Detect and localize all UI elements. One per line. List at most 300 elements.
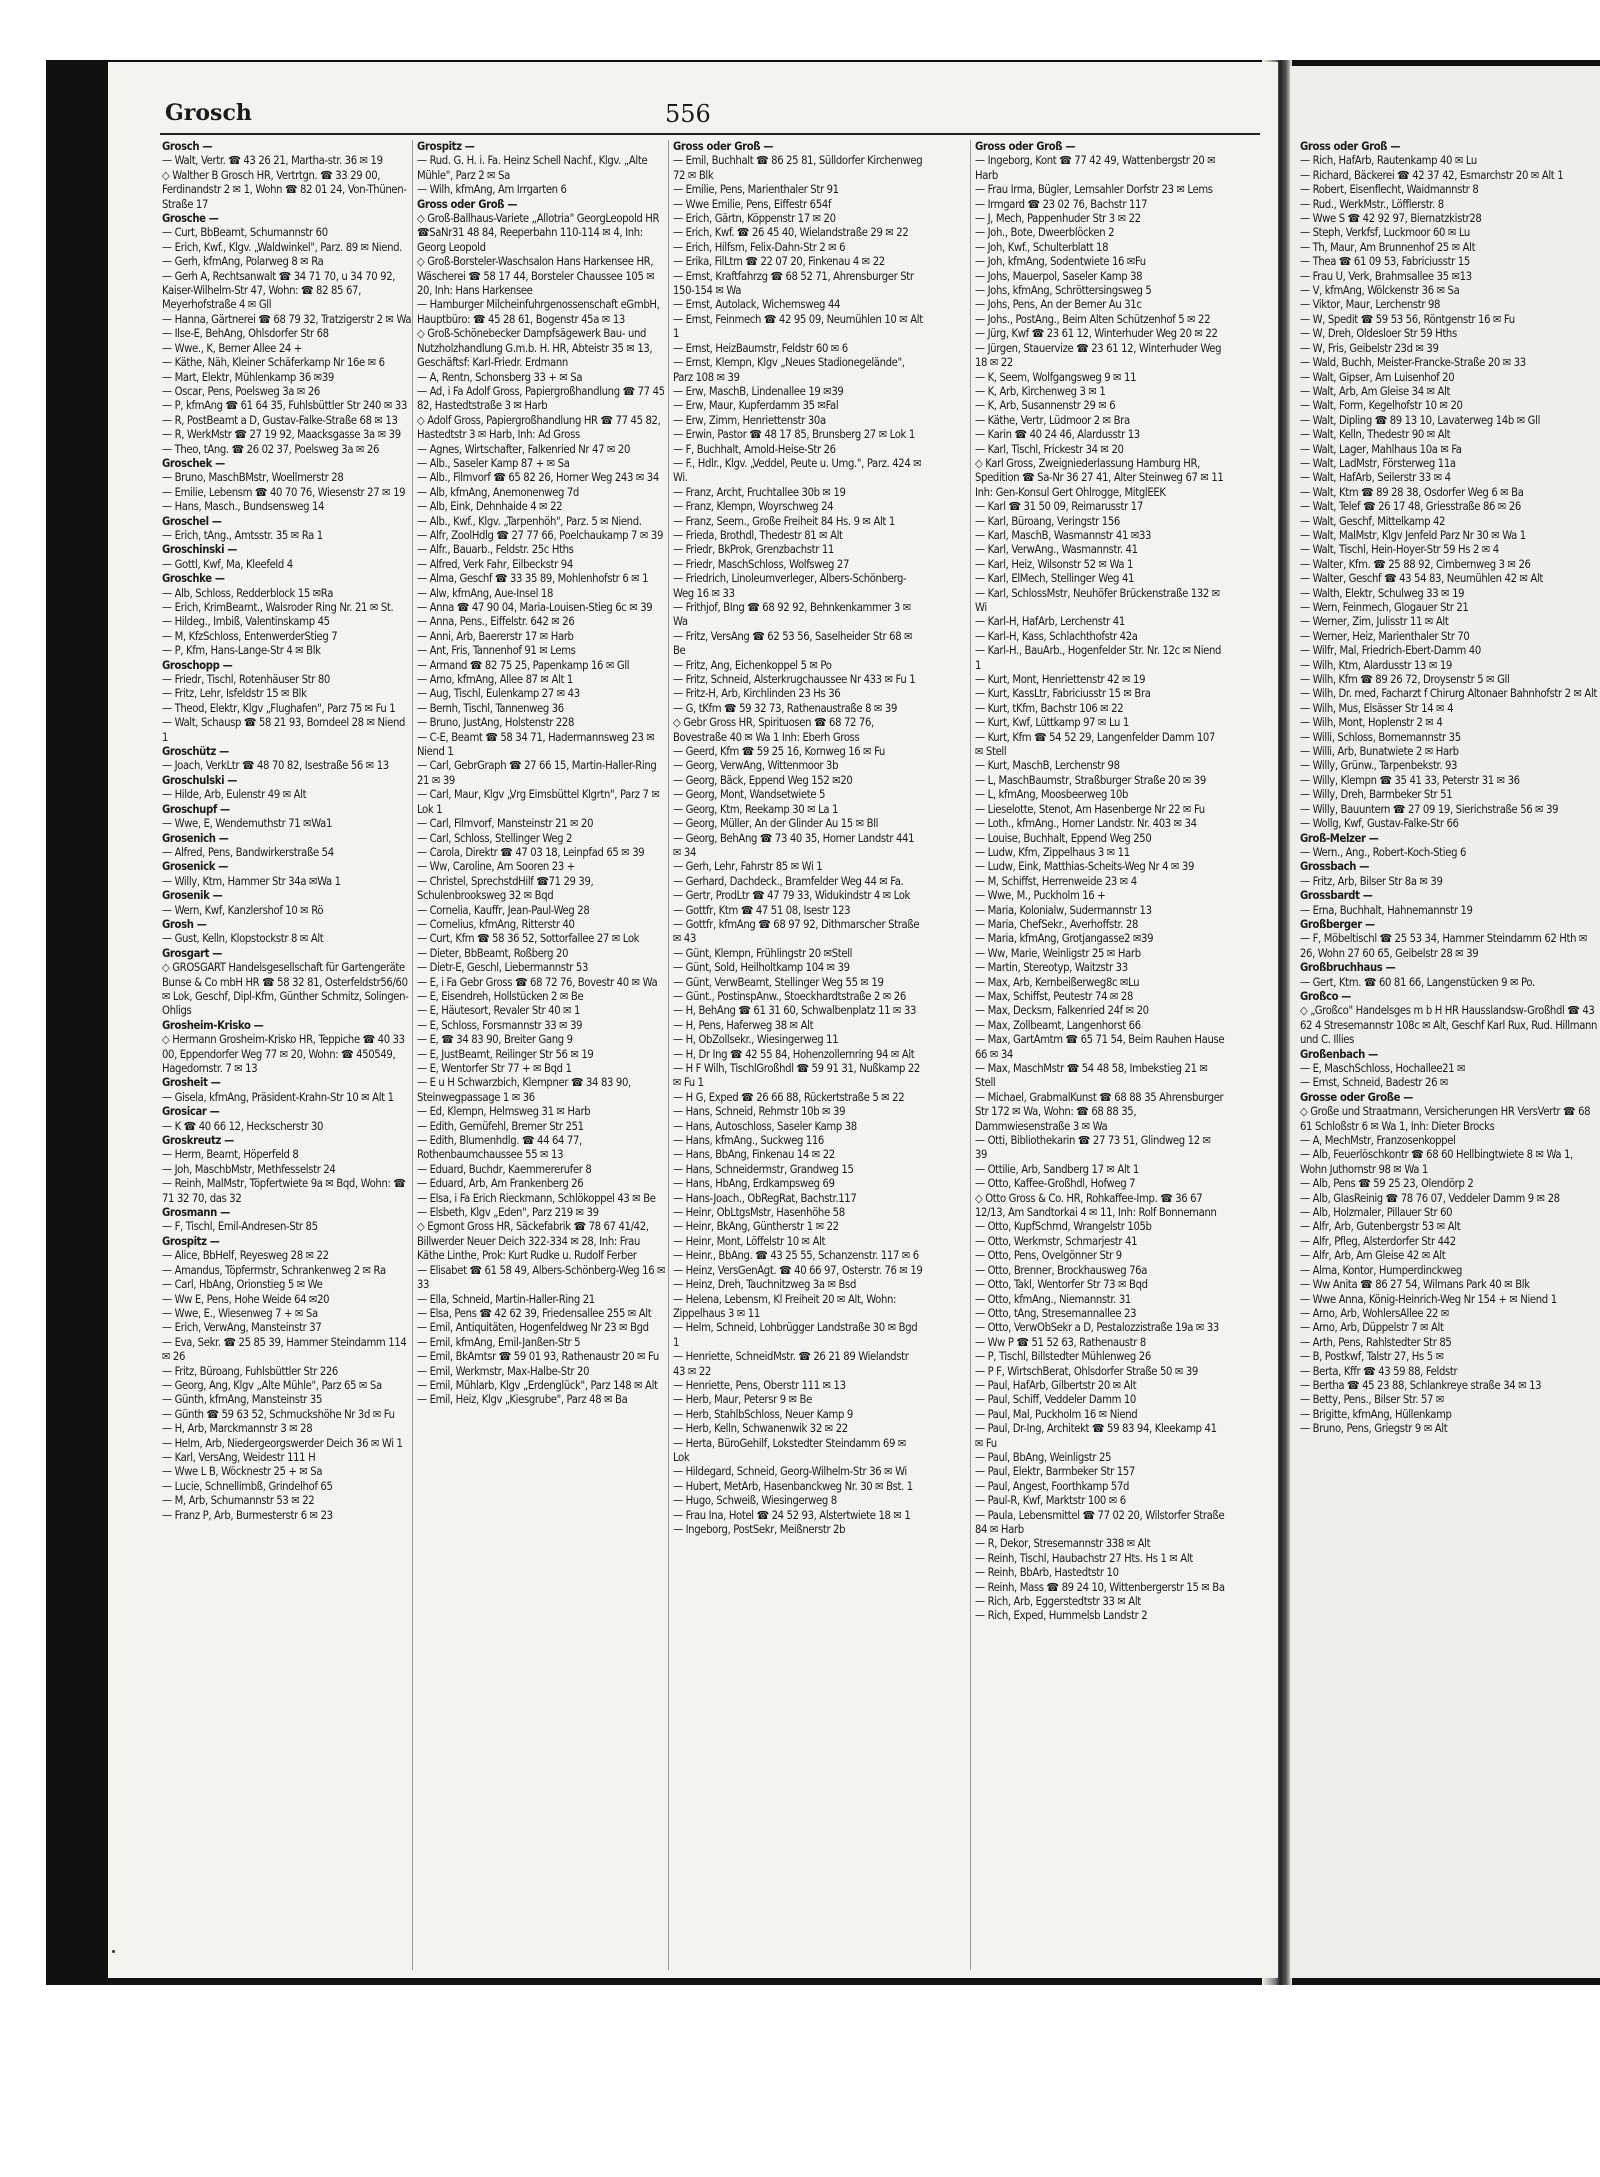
- directory-entry: — E, Häutesort, Revaler Str 40 ✉ 1: [417, 1004, 581, 1018]
- directory-entry: Grossbardt —: [1300, 889, 1373, 903]
- directory-entry: — Max, GartAmtm ☎ 65 71 54, Beim Rauhen Hause 66 ✉ 34: [975, 1033, 1225, 1061]
- directory-column-2: [417, 140, 667, 1970]
- directory-entry: Grossbach —: [1300, 860, 1369, 874]
- directory-entry: — Hildegard, Schneid, Georg-Wilhelm-Str 36 ✉ Wi: [673, 1465, 907, 1479]
- column-divider: [970, 140, 971, 1970]
- directory-entry: — Henriette, SchneidMstr. ☎ 26 21 89 Wielandstr 43 ✉ 22: [673, 1350, 909, 1378]
- directory-entry: — Theod, Elektr, Klgv „Flughafen", Parz 75 ✉ Fu 1: [162, 701, 396, 715]
- directory-entry: — Erich, KrimBeamt., Walsroder Ring Nr. 21 ✉ St.: [162, 601, 394, 614]
- directory-entry: — Walt, Gipser, Am Luisenhof 20: [1300, 370, 1455, 384]
- directory-entry: — R, PostBeamt a D, Gustav-Falke-Straße 68 ✉ 13: [162, 413, 398, 427]
- directory-entry: — Willy, Dreh, Barmbeker Str 51: [1300, 788, 1453, 802]
- directory-entry: — W, Spedit ☎ 59 53 56, Röntgenstr 16 ✉ Fu: [1300, 312, 1515, 326]
- directory-entry: — Paula, Lebensmittel ☎ 77 02 20, Wilstorfer Straße 84 ✉ Harb: [975, 1508, 1225, 1536]
- directory-entry: — Karl-H, HafArb, Lerchenstr 41: [975, 615, 1125, 629]
- directory-entry: — Th, Maur, Am Brunnenhof 25 ✉ Alt: [1300, 240, 1476, 254]
- directory-entry: — Berta, Kffr ☎ 43 59 88, Feldstr: [1300, 1364, 1458, 1378]
- directory-entry: — M, KfzSchloss, EntenwerderStieg 7: [162, 629, 338, 643]
- directory-entry: — Curt, BbBeamt, Schumannstr 60: [162, 226, 328, 240]
- directory-entry: — Erich, Kwf. ☎ 26 45 40, Wielandstraße 29 ✉ 22: [673, 226, 909, 240]
- directory-entry: — Wilh, Ktm, Alardusstr 13 ✉ 19: [1300, 658, 1452, 672]
- directory-entry: — Anna ☎ 47 90 04, Maria-Louisen-Stieg 6c ✉ 39: [417, 601, 653, 614]
- directory-entry: Groskreutz —: [162, 1134, 234, 1148]
- directory-entry: — Bruno, JustAng, Holstenstr 228: [417, 716, 575, 730]
- directory-entry: — Karl, ElMech, Stellinger Weg 41: [975, 572, 1135, 586]
- directory-entry: — Gerh, Lehr, Fahrstr 85 ✉ Wi 1: [673, 860, 823, 874]
- directory-entry: — Georg, Müller, An der Glinder Au 15 ✉ Bll: [673, 817, 879, 831]
- directory-entry: — Alfr, Arb, Am Gleise 42 ✉ Alt: [1300, 1249, 1446, 1263]
- directory-entry: — Wald, Buchh, Meister-Francke-Straße 20 ✉ 33: [1300, 356, 1526, 370]
- directory-entry: — Willi, Arb, Bunatwiete 2 ✉ Harb: [1300, 745, 1459, 759]
- directory-entry: — Otto, Werkmstr, Schmarjestr 41: [975, 1234, 1138, 1248]
- directory-entry: Groschopp —: [162, 658, 233, 672]
- directory-entry: — Walt, Kelln, Thedestr 90 ✉ Alt: [1300, 428, 1451, 442]
- directory-entry: — F, Möbeltischl ☎ 25 53 34, Hammer Steindamm 62 Hth ✉ 26, Wohn 27 60 65, Geibelstr 28 ✉ 39: [1300, 932, 1588, 960]
- directory-entry: — Günt., PostinspAnw., Stoeckhardtstraße 2 ✉ 26: [673, 989, 906, 1003]
- directory-entry: — Ww E, Pens, Hohe Weide 64 ✉20: [162, 1292, 330, 1306]
- directory-entry: — K, Arb, Kirchenweg 3 ✉ 1: [975, 384, 1106, 398]
- directory-entry: — Ww Anita ☎ 86 27 54, Wilmans Park 40 ✉ Blk: [1300, 1278, 1530, 1292]
- directory-entry: — W, Fris, Geibelstr 23d ✉ 39: [1300, 341, 1439, 355]
- directory-entry: — Christel, SprechstdHilf ☎71 29 39, Schulenbrooksweg 32 ✉ Bqd: [417, 874, 594, 903]
- directory-entry: — Karl, VerwAng., Wasmannstr. 41: [975, 543, 1138, 557]
- directory-entry: — Heinz, VersGenAgt. ☎ 40 66 97, Osterstr. 76 ✉ 19: [673, 1263, 923, 1277]
- directory-entry: — Kurt, Mont, Henriettenstr 42 ✉ 19: [975, 673, 1146, 687]
- directory-entry: — Agnes, Wirtschafter, Falkenried Nr 47 ✉ 20: [417, 442, 631, 456]
- directory-entry: — Franz P, Arb, Burmesterstr 6 ✉ 23: [162, 1508, 333, 1522]
- directory-entry: — H, Pens, Haferweg 38 ✉ Alt: [673, 1018, 814, 1032]
- directory-entry: — Heinr, BkAng, Güntherstr 1 ✉ 22: [673, 1220, 839, 1234]
- directory-entry: — Kurt, MaschB, Lerchenstr 98: [975, 759, 1120, 773]
- directory-entry: ◇ Groß-Ballhaus-Variete „Allotria" GeorgLeopold HR ☎SaNr31 48 84, Reeperbahn 110-114 ✉ 4, Inh: Georg Leopold: [417, 212, 660, 254]
- directory-entry: — Thea ☎ 61 09 53, Fabriciusstr 15: [1300, 255, 1470, 269]
- directory-entry: — E, Eisendreh, Hollstücken 2 ✉ Be: [417, 989, 584, 1003]
- scan-speck: [112, 1950, 115, 1953]
- column-divider: [412, 140, 413, 1970]
- directory-entry: ◇ Egmont Gross HR, Säckefabrik ☎ 78 67 41/42, Billwerder Neuer Deich 322-334 ✉ 28, Inh: Frau Käthe Linthe, Prok: Kurt Rudke u. Rudolf Ferber: [417, 1220, 649, 1263]
- directory-entry: — H, BehAng ☎ 61 31 60, Schwalbenplatz 11 ✉ 33: [673, 1004, 917, 1018]
- directory-entry: — Franz, Archt, Fruchtallee 30b ✉ 19: [673, 485, 846, 499]
- directory-entry: Grosche —: [162, 212, 219, 226]
- directory-entry: — Wern., Ang., Robert-Koch-Stieg 6: [1300, 845, 1467, 859]
- directory-entry: — P, Tischl, Billstedter Mühlenweg 26: [975, 1350, 1151, 1364]
- directory-entry: — Ludw, Kfm, Zippelhaus 3 ✉ 11: [975, 845, 1130, 859]
- directory-entry: — Ww, Marie, Weinligstr 25 ✉ Harb: [975, 946, 1141, 960]
- directory-entry: — Karl-H., BauArb., Hogenfelder Str. Nr. 12c ✉ Niend 1: [975, 644, 1222, 672]
- directory-entry: — Otti, Bibliothekarin ☎ 27 73 51, Glindweg 12 ✉ 39: [975, 1134, 1211, 1162]
- directory-entry: — Hans-Joach., ObRegRat, Bachstr.117: [673, 1191, 857, 1205]
- directory-entry: — Ingeborg, Kont ☎ 77 42 49, Wattenbergstr 20 ✉ Harb: [975, 154, 1216, 182]
- directory-entry: — Hans, Autoschloss, Saseler Kamp 38: [673, 1119, 857, 1133]
- directory-entry: — Paul, BbAng, Weinligstr 25: [975, 1450, 1112, 1464]
- directory-entry: — Arno, Arb, WohlersAllee 22 ✉: [1300, 1306, 1450, 1320]
- directory-entry: — Amandus, Töpfermstr, Schrankenweg 2 ✉ Ra: [162, 1263, 386, 1277]
- directory-entry: — Irmgard ☎ 23 02 76, Bachstr 117: [975, 197, 1148, 211]
- directory-entry: — Max, Schiffst, Peutestr 74 ✉ 28: [975, 989, 1134, 1003]
- directory-entry: — Günt, Sold, Heilholtkamp 104 ✉ 39: [673, 961, 850, 975]
- directory-entry: — Willy, Klempn ☎ 35 41 33, Peterstr 31 ✉ 36: [1300, 773, 1520, 787]
- directory-entry: — Ernst, Klempn, Klgv „Neues Stadionegelände", Parz 108 ✉ 39: [673, 356, 905, 384]
- directory-entry: — Wwe Anna, König-Heinrich-Weg Nr 154 + ✉ Niend 1: [1300, 1292, 1557, 1306]
- directory-entry: — Joh., Bote, Dweerblöcken 2: [975, 226, 1115, 240]
- directory-entry: — Louise, Buchhalt, Eppend Weg 250: [975, 831, 1152, 845]
- directory-entry: — Johs., PostAng., Beim Alten Schützenhof 5 ✉ 22: [975, 312, 1211, 326]
- directory-entry: — J, Mech, Pappenhuder Str 3 ✉ 22: [975, 212, 1141, 226]
- directory-entry: — Robert, Eisenflecht, Waidmannstr 8: [1300, 183, 1479, 197]
- directory-entry: — Reinh, Tischl, Haubachstr 27 Hts. Hs 1 ✉ Alt: [975, 1551, 1193, 1565]
- directory-entry: — Max, Decksm, Falkenried 24f ✉ 20: [975, 1004, 1149, 1018]
- directory-entry: — Wwe S ☎ 42 92 97, Biernatzkistr28: [1300, 212, 1482, 226]
- directory-entry: — Hans, Masch., Bundsensweg 14: [162, 500, 325, 514]
- directory-column-3: [673, 140, 923, 1970]
- directory-entry: — Joh, MaschbMstr, Methfesselstr 24: [162, 1162, 336, 1176]
- directory-entry: — Heinr, ObLtgsMstr, Hasenhöhe 58: [673, 1206, 845, 1220]
- directory-entry: — Wwe, M., Puckholm 16 +: [975, 889, 1106, 903]
- directory-entry: Grosgart —: [162, 946, 222, 960]
- directory-entry: — Günt, Klempn, Frühlingstr 20 ✉Stell: [673, 946, 853, 960]
- directory-entry: — Franz, Seem., Große Freiheit 84 Hs. 9 ✉ Alt 1: [673, 514, 895, 528]
- directory-entry: — Martin, Stereotyp, Waitzstr 33: [975, 961, 1128, 975]
- directory-entry: — Alfr, Arb, Gutenbergstr 53 ✉ Alt: [1300, 1220, 1461, 1234]
- directory-entry: — Wern, Kwf, Kanzlershof 10 ✉ Rö: [162, 903, 324, 917]
- directory-entry: — Rich, Arb, Eggerstedtstr 33 ✉ Alt: [975, 1595, 1141, 1609]
- directory-entry: — Ludw, Eink, Matthias-Scheits-Weg Nr 4 ✉ 39: [975, 860, 1195, 874]
- directory-entry: — Willy, Grünw., Tarpenbekstr. 93: [1300, 759, 1458, 773]
- directory-entry: — Ww P ☎ 51 52 63, Rathenaustr 8: [975, 1335, 1146, 1349]
- directory-entry: — Richard, Bäckerei ☎ 42 37 42, Esmarchstr 20 ✉ Alt 1: [1300, 168, 1564, 182]
- directory-entry: — Wwe L B, Wöcknestr 25 + ✉ Sa: [162, 1465, 323, 1479]
- directory-entry: — Heinr., BbAng. ☎ 43 25 55, Schanzenstr. 117 ✉ 6: [673, 1249, 919, 1263]
- directory-entry: ◇ GROSGART Handelsgesellschaft für Gartengeräte Bunse & Co mbH HR ☎ 58 32 81, Osterfeldstr56/60 ✉ Lok, Geschf, Dipl-Kfm, Günther Schmitz, Solingen-Ohligs: [162, 961, 409, 1018]
- directory-entry: — Walt, Geschf, Mittelkamp 42: [1300, 514, 1446, 528]
- directory-entry: — Wilh, kfmAng, Am Irrgarten 6: [417, 183, 567, 197]
- directory-entry: — Karl ☎ 31 50 09, Reimarusstr 17: [975, 500, 1143, 514]
- directory-entry: — Alb, Eink, Dehnhaide 4 ✉ 22: [417, 500, 563, 514]
- directory-entry: Groschel —: [162, 514, 222, 528]
- directory-entry: — Gertr, ProdLtr ☎ 47 79 33, Widukindstr 4 ✉ Lok: [673, 889, 910, 903]
- directory-entry: — Otto, Brenner, Brockhausweg 76a: [975, 1263, 1148, 1277]
- directory-entry: — Dieter, BbBeamt, Roßberg 20: [417, 946, 569, 960]
- directory-entry: — Hans, HbAng, Erdkampsweg 69: [673, 1177, 835, 1191]
- directory-entry: — Walt, Tischl, Hein-Hoyer-Str 59 Hs 2 ✉ 4: [1300, 543, 1499, 557]
- directory-column-4: [975, 140, 1225, 1970]
- directory-entry: Grospitz —: [162, 1234, 220, 1248]
- directory-entry: — Wollg, Kwf, Gustav-Falke-Str 66: [1300, 817, 1459, 831]
- directory-entry: — M, Schiffst, Herrenweide 23 ✉ 4: [975, 874, 1137, 888]
- directory-entry: — Jürg, Kwf ☎ 23 61 12, Winterhuder Weg 20 ✉ 22: [975, 327, 1218, 341]
- directory-entry: — Walt, MalMstr, Klgv Jenfeld Parz Nr 30 ✉ Wa 1: [1300, 528, 1526, 542]
- directory-entry: — Maria, kfmAng, Grotjangasse2 ✉39: [975, 932, 1154, 946]
- directory-entry: — Fritz-H, Arb, Kirchlinden 23 Hs 36: [673, 687, 841, 701]
- directory-entry: — Walt, Arb, Am Gleise 34 ✉ Alt: [1300, 384, 1451, 398]
- directory-entry: — Ingeborg, PostSekr, Meißnerstr 2b: [673, 1523, 846, 1536]
- directory-entry: — Walter, Geschf ☎ 43 54 83, Neumühlen 42 ✉ Alt: [1300, 572, 1543, 586]
- directory-entry: — Helm, Schneid, Lohbrügger Landstraße 30 ✉ Bgd 1: [673, 1321, 918, 1349]
- directory-entry: — Walt, Ktm ☎ 89 28 38, Osdorfer Weg 6 ✉ Ba: [1300, 485, 1524, 499]
- directory-entry: — Ed, Klempn, Helmsweg 31 ✉ Harb: [417, 1105, 591, 1119]
- directory-entry: — Emil, Heiz, Klgv „Kiesgrube", Parz 48 ✉ Ba: [417, 1393, 628, 1407]
- directory-entry: — B, Postkwf, Talstr 27, Hs 5 ✉: [1300, 1350, 1444, 1364]
- directory-entry: — Werner, Heiz, Marienthaler Str 70: [1300, 629, 1470, 643]
- directory-entry: — Georg, Bäck, Eppend Weg 152 ✉20: [673, 773, 853, 787]
- directory-entry: — Paul, Schiff, Veddeler Damm 10: [975, 1393, 1136, 1407]
- directory-entry: — K, Arb, Susannenstr 29 ✉ 6: [975, 399, 1116, 413]
- directory-entry: ◇ „Großco" Handelsges m b H HR Hausslandsw-Großhdl ☎ 43 62 4 Stresemannstr 108c ✉ Alt, Geschf Karl Rux, Rud. Hillmann und C. Illies: [1300, 1004, 1598, 1047]
- directory-entry: — Wwe, E, Wendemuthstr 71 ✉Wa1: [162, 817, 333, 831]
- directory-entry: — Carola, Direktr ☎ 47 03 18, Leinpfad 65 ✉ 39: [417, 845, 645, 859]
- directory-entry: — Heinz, Dreh, Tauchnitzweg 3a ✉ Bsd: [673, 1278, 856, 1292]
- directory-entry: — Kurt, KassLtr, Fabriciusstr 15 ✉ Bra: [975, 687, 1151, 701]
- directory-entry: — Alfr, ZoolHdlg ☎ 27 77 66, Poelchaukamp 7 ✉ 39: [417, 528, 663, 542]
- directory-entry: — Elisabet ☎ 61 58 49, Albers-Schönberg-Weg 16 ✉ 33: [417, 1263, 666, 1292]
- directory-entry: — Willy, Ktm, Hammer Str 34a ✉Wa 1: [162, 874, 341, 888]
- directory-entry: ◇ Adolf Gross, Papiergroßhandlung HR ☎ 77 45 82, Hastedtstr 3 ✉ Harb, Inh: Ad Gross: [417, 413, 661, 442]
- directory-entry: — Walt, Telef ☎ 26 17 48, Griesstraße 86 ✉ 26: [1300, 500, 1521, 514]
- directory-entry: — Brigitte, kfmAng, Hüllenkamp: [1300, 1407, 1452, 1421]
- directory-entry: — Franz, Klempn, Woyrschweg 24: [673, 500, 834, 514]
- directory-entry: — Erw, Zimm, Henriettenstr 30a: [673, 413, 826, 427]
- directory-entry: — Georg, Mont, Wandsetwiete 5: [673, 788, 826, 802]
- directory-entry: — Otto, tAng, Stresemannallee 23: [975, 1306, 1137, 1320]
- directory-entry: — Gerhard, Dachdeck., Bramfelder Weg 44 ✉ Fa.: [673, 874, 904, 888]
- directory-entry: — R, WerkMstr ☎ 27 19 92, Maacksgasse 3a ✉ 39: [162, 428, 401, 442]
- directory-entry: — Curt, Kfm ☎ 58 36 52, Sottorfallee 27 ✉ Lok: [417, 932, 640, 946]
- directory-entry: — Eduard, Arb, Am Frankenberg 26: [417, 1177, 584, 1191]
- directory-entry: — Geerd, Kfm ☎ 59 25 16, Kornweg 16 ✉ Fu: [673, 745, 885, 759]
- directory-entry: — Georg, VerwAng, Wittenmoor 3b: [673, 759, 839, 773]
- directory-entry: — H, Dr Ing ☎ 42 55 84, Hohenzollernring 94 ✉ Alt: [673, 1047, 915, 1061]
- directory-entry: — Käthe, Vertr, Lüdmoor 2 ✉ Bra: [975, 413, 1130, 427]
- directory-entry: — Hans, kfmAng., Suckweg 116: [673, 1134, 824, 1148]
- directory-entry: ◇ Hermann Grosheim-Krisko HR, Teppiche ☎ 40 33 00, Eppendorfer Weg 77 ✉ 20, Wohn: ☎ 450549, Hagedornstr. 7 ✉ 13: [162, 1033, 405, 1075]
- directory-entry: — W, Dreh, Oldesloer Str 59 Hths: [1300, 327, 1457, 341]
- directory-entry: Groschütz —: [162, 745, 229, 759]
- directory-entry: Gross oder Groß —: [417, 197, 518, 211]
- directory-entry: — H G, Exped ☎ 26 66 88, Rückertstraße 5 ✉ 22: [673, 1090, 905, 1104]
- directory-entry: — Alb, Schloss, Redderblock 15 ✉Ra: [162, 586, 334, 600]
- directory-entry: — Karl, SchlossMstr, Neuhöfer Brückenstraße 132 ✉ Wi: [975, 586, 1220, 614]
- directory-entry: — Emil, Werkmstr, Max-Halbe-Str 20: [417, 1364, 590, 1378]
- directory-entry: — Hanna, Gärtnerei ☎ 68 79 32, Tratzigerstr 2 ✉ Wa: [162, 312, 412, 326]
- directory-entry: — Erw, MaschB, Lindenallee 19 ✉39: [673, 384, 844, 398]
- directory-entry: — Walt, Vertr. ☎ 43 26 21, Martha-str. 36 ✉ 19: [162, 154, 383, 168]
- directory-entry: — Herb, StahlbSchloss, Neuer Kamp 9: [673, 1407, 853, 1421]
- directory-entry: — Max, Zollbeamt, Langenhorst 66: [975, 1018, 1141, 1032]
- directory-entry: — Erich, VerwAng, Mansteinstr 37: [162, 1321, 322, 1335]
- directory-entry: — Wwe, E., Wiesenweg 7 + ✉ Sa: [162, 1306, 318, 1320]
- directory-entry: — K, Seem, Wolfgangsweg 9 ✉ 11: [975, 370, 1137, 384]
- directory-entry: Groschupf —: [162, 802, 230, 816]
- directory-entry: — Rud., WerkMstr., Löfflerstr. 8: [1300, 197, 1444, 211]
- directory-entry: — Ernst, Kraftfahrzg ☎ 68 52 71, Ahrensburger Str 150-154 ✉ Wa: [673, 269, 914, 298]
- directory-entry: — Carl, Filmvorf, Mansteinstr 21 ✉ 20: [417, 817, 594, 831]
- directory-entry: Groschulski —: [162, 773, 238, 787]
- directory-entry: — Arno, kfmAng, Allee 87 ✉ Alt 1: [417, 673, 573, 687]
- directory-entry: — Armand ☎ 82 75 25, Papenkamp 16 ✉ Gll: [417, 658, 630, 672]
- directory-entry: ◇ Groß-Borsteler-Waschsalon Hans Harkensee HR, Wäscherei ☎ 58 17 44, Borsteler Chaussee 105 ✉ 20, Inh: Hans Harkensee: [417, 255, 655, 298]
- directory-entry: — Walt, Schausp ☎ 58 21 93, Borndeel 28 ✉ Niend 1: [162, 716, 406, 744]
- directory-entry: — Carl, GebrGraph ☎ 27 66 15, Martin-Haller-Ring 21 ✉ 39: [417, 759, 657, 787]
- directory-entry: — Georg, Ang, Klgv „Alte Mühle", Parz 65 ✉ Sa: [162, 1378, 382, 1392]
- directory-entry: — E u H Schwarzbich, Klempner ☎ 34 83 90, Steinwegpassage 1 ✉ 36: [417, 1076, 631, 1104]
- directory-entry: — Alb, kfmAng, Anemonenweg 7d: [417, 485, 579, 499]
- directory-entry: — Frieda, Brothdl, Thedestr 81 ✉ Alt: [673, 528, 843, 542]
- directory-entry: — Hans, BbAng, Finkenau 14 ✉ 22: [673, 1148, 835, 1162]
- directory-entry: — Cornelia, Kauffr, Jean-Paul-Weg 28: [417, 903, 590, 917]
- directory-entry: — Günt, VerwBeamt, Stellinger Weg 55 ✉ 19: [673, 975, 884, 989]
- directory-entry: — Ernst, Autolack, Wichernsweg 44: [673, 298, 841, 312]
- directory-entry: — Alb, Pens ☎ 59 25 23, Olendörp 2: [1300, 1177, 1474, 1191]
- directory-entry: — Erich, tAng., Amtsstr. 35 ✉ Ra 1: [162, 528, 323, 542]
- directory-entry: — Paul, Elektr, Barmbeker Str 157: [975, 1465, 1135, 1479]
- directory-entry: — Alma, Geschf ☎ 33 35 89, Mohlenhofstr 6 ✉ 1: [417, 572, 649, 586]
- directory-entry: — Bruno, MaschBMstr, Woellmerstr 28: [162, 471, 344, 485]
- directory-entry: — Wilh, Kfm ☎ 89 26 72, Droysenstr 5 ✉ Gll: [1300, 673, 1510, 687]
- directory-entry: — Michael, GrabmalKunst ☎ 68 88 35 Ahrensburger Str 172 ✉ Wa, Wohn: ☎ 68 88 35, Dammwiesenstraße 3 ✉ Wa: [975, 1090, 1224, 1133]
- directory-entry: — Otto, Takl, Wentorfer Str 73 ✉ Bqd: [975, 1278, 1148, 1292]
- directory-entry: ◇ Gebr Gross HR, Spirituosen ☎ 68 72 76, Bovestraße 40 ✉ Wa 1 Inh: Eberh Gross: [673, 716, 874, 744]
- directory-entry: — Otto, Kaffee-Großhdl, Hofweg 7: [975, 1177, 1136, 1191]
- directory-entry: — Loth., kfmAng., Horner Landstr. Nr. 403 ✉ 34: [975, 817, 1197, 831]
- directory-entry: — Lieselotte, Stenot, Am Hasenberge Nr 22 ✉ Fu: [975, 802, 1205, 816]
- directory-entry: — Frau U, Verk, Brahmsallee 35 ✉13: [1300, 269, 1472, 283]
- directory-entry: — Hildeg., Imbiß, Valentinskamp 45: [162, 615, 330, 629]
- directory-entry: — F, Tischl, Emil-Andresen-Str 85: [162, 1220, 318, 1234]
- directory-entry: — C-E, Beamt ☎ 58 34 71, Hadermannsweg 23 ✉ Niend 1: [417, 730, 655, 759]
- running-head: Grosch: [165, 100, 252, 126]
- directory-entry: — Helm, Arb, Niedergeorgswerder Deich 36 ✉ Wi 1: [162, 1436, 403, 1450]
- directory-entry: — Karl, VersAng, Weidestr 111 H: [162, 1450, 316, 1464]
- directory-entry: — Jürgen, Stauervize ☎ 23 61 12, Winterhuder Weg 18 ✉ 22: [975, 341, 1222, 370]
- directory-entry: Grosheit —: [162, 1076, 221, 1090]
- directory-entry: — Gert, Ktm. ☎ 60 81 66, Langenstücken 9 ✉ Po.: [1300, 975, 1535, 989]
- directory-entry: — Bruno, Pens, Griegstr 9 ✉ Alt: [1300, 1422, 1448, 1436]
- directory-entry: — Max, MaschMstr ☎ 54 48 58, Imbekstieg 21 ✉ Stell: [975, 1062, 1208, 1090]
- directory-entry: — Georg, BehAng ☎ 73 40 35, Horner Landstr 441 ✉ 34: [673, 831, 915, 859]
- directory-entry: — Gisela, kfmAng, Präsident-Krahn-Str 10 ✉ Alt 1: [162, 1090, 394, 1104]
- directory-entry: — Reinh, BbArb, Hastedtstr 10: [975, 1566, 1119, 1580]
- directory-entry: — Ilse-E, BehAng, Ohlsdorfer Str 68: [162, 327, 329, 341]
- directory-entry: — Hilde, Arb, Eulenstr 49 ✉ Alt: [162, 788, 307, 802]
- directory-entry: ◇ Große und Straatmann, Versicherungen HR VersVertr ☎ 68 61 Schloßstr 6 ✉ Wa 1, Inh: Dieter Brocks: [1300, 1105, 1591, 1133]
- directory-entry: ◇ Walther B Grosch HR, Vertrtgn. ☎ 33 29 00, Ferdinandstr 2 ✉ 1, Wohn ☎ 82 01 24, Von-Thünen-Straße 17: [162, 168, 407, 211]
- directory-entry: — Ella, Schneid, Martin-Haller-Ring 21: [417, 1292, 595, 1306]
- directory-entry: Großenbach —: [1300, 1047, 1378, 1061]
- directory-entry: — Paul, Dr-Ing, Architekt ☎ 59 83 94, Kleekamp 41 ✉ Fu: [975, 1422, 1217, 1450]
- directory-entry: — Johs, Mauerpol, Saseler Kamp 38: [975, 269, 1143, 283]
- directory-entry: — Erna, Buchhalt, Hahnemannstr 19: [1300, 903, 1473, 917]
- directory-entry: — V, kfmAng, Wölckenstr 36 ✉ Sa: [1300, 284, 1460, 298]
- directory-entry: — Walt, Lager, Mahlhaus 10a ✉ Fa: [1300, 442, 1462, 456]
- directory-entry: — P, Kfm, Hans-Lange-Str 4 ✉ Blk: [162, 644, 321, 658]
- directory-entry: — Alfred, Verk Fahr, Eilbeckstr 94: [417, 557, 573, 571]
- directory-entry: Grosse oder Große —: [1300, 1090, 1413, 1104]
- directory-entry: — E, Wentorfer Str 77 + ✉ Bqd 1: [417, 1062, 572, 1075]
- directory-entry: — Arth, Pens, Rahlstedter Str 85: [1300, 1335, 1452, 1349]
- directory-entry: — Alfred, Pens, Bandwirkerstraße 54: [162, 845, 334, 859]
- directory-entry: Grosenich —: [162, 831, 229, 845]
- directory-entry: — K ☎ 40 66 12, Heckscherstr 30: [162, 1119, 324, 1133]
- directory-entry: — Karl, Heiz, Wilsonstr 52 ✉ Wa 1: [975, 557, 1134, 571]
- directory-entry: — Ernst, Schneid, Badestr 26 ✉: [1300, 1076, 1449, 1090]
- directory-entry: — Helena, Lebensm, Kl Freiheit 20 ✉ Alt, Wohn: Zippelhaus 3 ✉ 11: [673, 1292, 897, 1320]
- directory-entry: — Walt, LadMstr, Försterweg 11a: [1300, 456, 1456, 470]
- column-divider: [668, 140, 669, 1970]
- directory-entry: — Willi, Schloss, Bornemannstr 35: [1300, 730, 1461, 744]
- directory-entry: — Wilh, Mus, Elsässer Str 14 ✉ 4: [1300, 701, 1454, 715]
- directory-entry: Grosmann —: [162, 1206, 230, 1220]
- directory-entry: — Gottl, Kwf, Ma, Kleefeld 4: [162, 557, 293, 571]
- directory-entry: — Karl, Tischl, Frickestr 34 ✉ 20: [975, 442, 1124, 456]
- directory-entry: Grosch —: [162, 140, 213, 153]
- directory-entry: — Ad, i Fa Adolf Gross, Papiergroßhandlung ☎ 77 45 82, Hastedtstraße 3 ✉ Harb: [417, 384, 665, 413]
- directory-entry: — Alb, GlasReinig ☎ 78 76 07, Veddeler Damm 9 ✉ 28: [1300, 1191, 1560, 1205]
- directory-entry: — Alb, Holzmaler, Pillauer Str 60: [1300, 1206, 1453, 1220]
- directory-entry: — E, ☎ 34 83 90, Breiter Gang 9: [417, 1033, 573, 1047]
- directory-entry: — Erich, Kwf., Klgv. „Waldwinkel", Parz. 89 ✉ Niend.: [162, 240, 402, 254]
- directory-entry: Grospitz —: [417, 140, 475, 153]
- directory-entry: Grosenick —: [162, 860, 228, 874]
- directory-entry: — Erich, Gärtn, Köppenstr 17 ✉ 20: [673, 212, 836, 226]
- directory-entry: — Gerh, kfmAng, Polarweg 8 ✉ Ra: [162, 255, 324, 269]
- directory-entry: — G, tKfm ☎ 59 32 73, Rathenaustraße 8 ✉ 39: [673, 701, 898, 715]
- directory-entry: — Erika, FilLtrn ☎ 22 07 20, Finkenau 4 ✉ 22: [673, 255, 885, 269]
- directory-entry: — Mart, Elektr, Mühlenkamp 36 ✉39: [162, 370, 334, 384]
- directory-entry: — Rich, HafArb, Rautenkamp 40 ✉ Lu: [1300, 154, 1477, 168]
- directory-entry: — L, MaschBaumstr, Straßburger Straße 20 ✉ 39: [975, 773, 1206, 787]
- directory-entry: — Günth ☎ 59 63 52, Schmuckshöhe Nr 3d ✉ Fu: [162, 1407, 395, 1421]
- directory-entry: — Karl-H, Kass, Schlachthofstr 42a: [975, 629, 1138, 643]
- directory-entry: — Wwe Emilie, Pens, Eiffestr 654f: [673, 197, 832, 211]
- directory-entry: — E, JustBeamt, Reilinger Str 56 ✉ 19: [417, 1047, 594, 1061]
- directory-entry: — Anna, Pens., Eiffelstr. 642 ✉ 26: [417, 615, 575, 629]
- directory-entry: — Friedrich, Linoleumverleger, Albers-Schönberg-Weg 16 ✉ 33: [673, 572, 907, 600]
- directory-entry: Groschke —: [162, 572, 225, 586]
- directory-entry: — Walt, Form, Kegelhofstr 10 ✉ 20: [1300, 399, 1463, 413]
- directory-entry: — Alb., Filmvorf ☎ 65 82 26, Horner Weg 243 ✉ 34: [417, 471, 659, 485]
- directory-entry: — Paul, Angest, Foorthkamp 57d: [975, 1479, 1130, 1493]
- directory-entry: — Fritz, Schneid, Alsterkrugchaussee Nr 433 ✉ Fu 1: [673, 673, 916, 687]
- directory-entry: — Ant, Fris, Tannenhof 91 ✉ Lems: [417, 644, 576, 658]
- directory-entry: — Gust, Kelln, Klopstockstr 8 ✉ Alt: [162, 932, 324, 946]
- directory-entry: — Gottfr, Ktm ☎ 47 51 08, Isestr 123: [673, 903, 851, 917]
- directory-entry: — Herb, Kelln, Schwanenwik 32 ✉ 22: [673, 1422, 848, 1436]
- directory-entry: — Werner, Zim, Julisstr 11 ✉ Alt: [1300, 615, 1449, 629]
- directory-entry: — Karin ☎ 40 24 46, Alardusstr 13: [975, 428, 1140, 442]
- directory-entry: — Ww, Caroline, Am Sooren 23 +: [417, 860, 575, 874]
- directory-entry: Grosicar —: [162, 1105, 220, 1119]
- directory-entry: — Ernst, HeizBaumstr, Feldstr 60 ✉ 6: [673, 341, 848, 355]
- directory-entry: — Walth, Elektr, Schulweg 33 ✉ 19: [1300, 586, 1465, 600]
- directory-entry: — Emil, BkAmtsr ☎ 59 01 93, Rathenaustr 20 ✉ Fu: [417, 1350, 659, 1364]
- directory-entry: — Eva, Sekr. ☎ 25 85 39, Hammer Steindamm 114 ✉ 26: [162, 1335, 407, 1364]
- directory-entry: — Kurt, tKfm, Bachstr 106 ✉ 22: [975, 701, 1124, 715]
- directory-entry: — Gerh A, Rechtsanwalt ☎ 34 71 70, u 34 70 92, Kaiser-Wilhelm-Str 47, Wohn: ☎ 82 85 67, Meyerhofstraße 4 ✉ Gll: [162, 269, 396, 312]
- directory-entry: ◇ Karl Gross, Zweigniederlassung Hamburg HR, Spedition ☎ Sa-Nr 36 27 41, Alter Steinweg 67 ✉ 11 Inh: Gen-Konsul Gert Ohlrogge, MitglEEK: [975, 456, 1224, 499]
- directory-entry: — Edith, Gemüfehl, Bremer Str 251: [417, 1119, 584, 1133]
- directory-entry: — E, MaschSchloss, Hochallee21 ✉: [1300, 1062, 1466, 1075]
- directory-entry: — M, Arb, Schumannstr 53 ✉ 22: [162, 1494, 315, 1508]
- directory-entry: — Theo, tAng. ☎ 26 02 37, Poelsweg 3a ✉ 26: [162, 442, 380, 456]
- directory-entry: — Emilie, Lebensm ☎ 40 70 76, Wiesenstr 27 ✉ 19: [162, 485, 406, 499]
- directory-entry: — Carl, Schloss, Stellinger Weg 2: [417, 831, 573, 845]
- directory-entry: — Frau Irma, Bügler, Lemsahler Dorfstr 23 ✉ Lems: [975, 183, 1213, 197]
- directory-entry: — Frithjof, BIng ☎ 68 92 92, Behnkenkammer 3 ✉ Wa: [673, 601, 911, 629]
- directory-entry: — Hamburger Milcheinfuhrgenossenschaft eGmbH, Hauptbüro: ☎ 45 28 61, Bogenstr 45a ✉ 13: [417, 298, 660, 326]
- directory-entry: — Karl, MaschB, Wasmannstr 41 ✉33: [975, 528, 1152, 542]
- directory-entry: Groschinski —: [162, 543, 238, 557]
- directory-entry: — Edith, Blumenhdlg. ☎ 44 64 77, Rothenbaumchaussee 55 ✉ 13: [417, 1134, 582, 1162]
